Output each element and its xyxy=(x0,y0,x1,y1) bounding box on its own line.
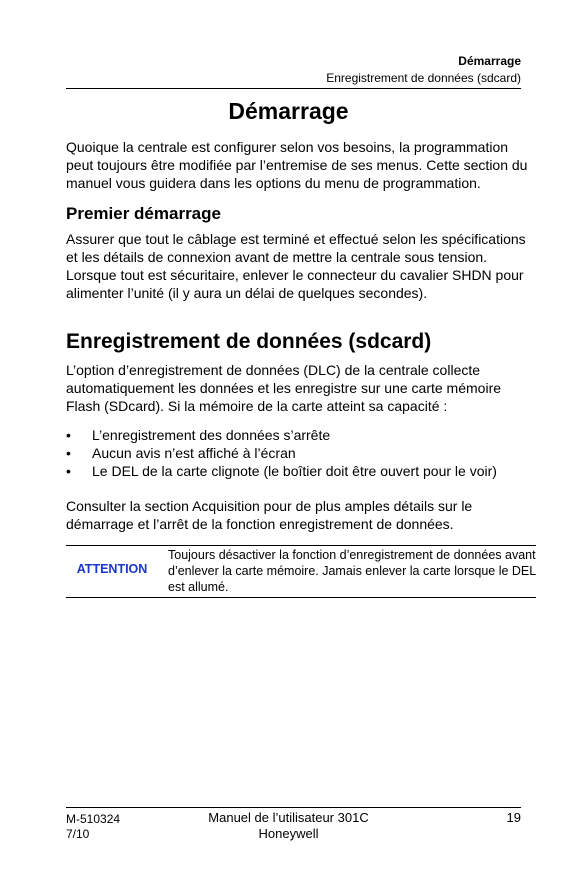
page-title: Démarrage xyxy=(228,98,349,124)
list-item xyxy=(66,462,497,480)
logging-bullet-list xyxy=(66,426,497,480)
list-item xyxy=(66,426,497,444)
footer-divider xyxy=(66,807,521,808)
footer-page-number: 19 xyxy=(506,810,521,825)
note-bottom-rule xyxy=(66,597,536,598)
footer-company: Honeywell xyxy=(258,826,319,841)
logging-paragraph: L’option d’enregistrement de données (DLC) de la centrale collecte automatiquement les données et les enregistre sur une carte mémoire Flash (SDcard). Si la mémoire de la carte atteint sa capacité : xyxy=(66,362,502,414)
footer-date: 7/10 xyxy=(66,827,90,841)
footer-manual-title: Manuel de l’utilisateur 301C xyxy=(208,810,369,825)
list-item-text: Le DEL de la carte clignote (le boîtier doit être ouvert pour le voir) xyxy=(92,463,497,479)
logging-heading: Enregistrement de données (sdcard) xyxy=(66,330,432,353)
attention-text: Toujours désactiver la fonction d’enregistrement de données avant d’enlever la carte mémoire. Jamais enlever la carte lorsque le DEL est allumé. xyxy=(168,548,536,594)
header-section-title: Démarrage xyxy=(458,54,521,68)
header-divider xyxy=(66,88,521,89)
list-item-text: Aucun avis n’est affiché à l’écran xyxy=(92,445,296,461)
list-item-text: L’enregistrement des données s’arrête xyxy=(92,427,331,443)
list-item xyxy=(66,444,497,462)
bullet-icon: • xyxy=(66,427,71,443)
bullet-icon: • xyxy=(66,463,71,479)
intro-paragraph: Quoique la centrale est configurer selon vos besoins, la programmation peut toujours être modifiée par l’entremise de ses menus. Cette section du manuel vous guidera dans les options du menu de programmation. xyxy=(66,139,528,191)
attention-label: ATTENTION xyxy=(76,562,148,576)
bullet-icon: • xyxy=(66,445,71,461)
logging-followup-paragraph: Consulter la section Acquisition pour de plus amples détails sur le démarrage et l’arrêt de la fonction enregistrement de données. xyxy=(66,498,473,532)
first-start-paragraph: Assurer que tout le câblage est terminé et effectué selon les spécifications et les détails de connexion avant de mettre la centrale sous tension. Lorsque tout est sécuritaire, enlever le connecteur du cavalier SHDN pour alimenter l’unité (il y aura un délai de quelques secondes). xyxy=(66,231,526,301)
header-subsection-title: Enregistrement de données (sdcard) xyxy=(326,71,521,85)
note-top-rule xyxy=(66,545,536,546)
footer-doc-number: M-510324 xyxy=(66,812,121,826)
first-start-heading: Premier démarrage xyxy=(66,204,221,223)
